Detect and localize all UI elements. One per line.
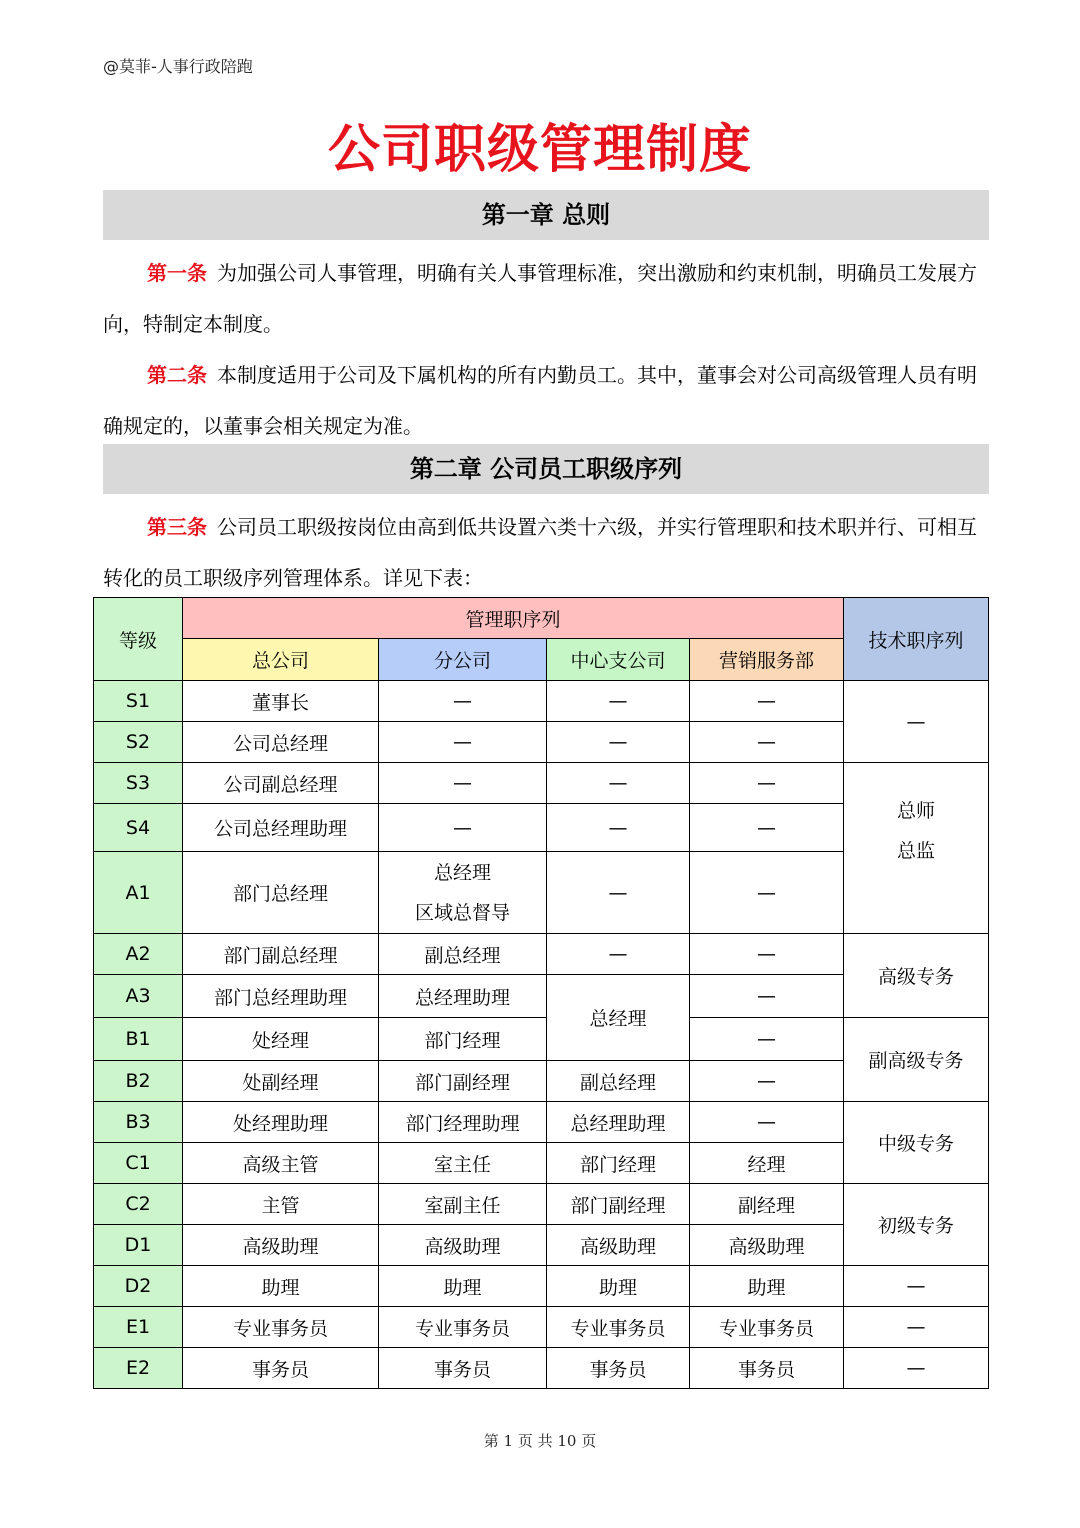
hq-cell: 处副经理: [183, 1061, 379, 1102]
hq-cell: 公司副总经理: [183, 763, 379, 804]
article-1: [103, 248, 987, 350]
dash-cell: —: [547, 763, 690, 804]
hq-cell: 部门总经理助理: [183, 975, 379, 1018]
chapter-2-heading: 第二章 公司员工职级序列: [103, 444, 989, 494]
hq-cell: 部门总经理: [183, 852, 379, 934]
tech-cell: —: [844, 1266, 989, 1307]
tech-cell: [844, 763, 989, 934]
dash-cell: —: [690, 852, 844, 934]
center-cell: 助理: [547, 1266, 690, 1307]
dash-cell: —: [690, 1061, 844, 1102]
dash-cell: —: [690, 681, 844, 722]
center-cell: 副总经理: [547, 1061, 690, 1102]
branch-cell: 部门经理助理: [379, 1102, 547, 1143]
article-2-label: 第二条: [147, 363, 207, 387]
hq-cell: 处经理: [183, 1018, 379, 1061]
grade-cell: A1: [94, 852, 183, 934]
grade-cell: S4: [94, 804, 183, 852]
dash-cell: —: [690, 1018, 844, 1061]
header-headquarters: 总公司: [183, 639, 379, 681]
header-grade: 等级: [94, 598, 183, 681]
hq-cell: 主管: [183, 1184, 379, 1225]
grade-cell: C2: [94, 1184, 183, 1225]
hq-cell: 董事长: [183, 681, 379, 722]
document-title: 公司职级管理制度: [327, 120, 752, 180]
dash-cell: —: [547, 804, 690, 852]
dash-cell: —: [379, 722, 547, 763]
center-cell: 部门经理: [547, 1143, 690, 1184]
branch-cell: 部门经理: [379, 1018, 547, 1061]
center-cell: 专业事务员: [547, 1307, 690, 1348]
branch-cell: 副总经理: [379, 934, 547, 975]
grade-cell: S2: [94, 722, 183, 763]
sales-cell: 经理: [690, 1143, 844, 1184]
grade-cell: D2: [94, 1266, 183, 1307]
tech-cell: —: [844, 1307, 989, 1348]
sales-cell: 高级助理: [690, 1225, 844, 1266]
hq-cell: 事务员: [183, 1348, 379, 1389]
branch-line: 区域总督导: [414, 901, 510, 924]
grade-cell: B3: [94, 1102, 183, 1143]
tech-cell: 副高级专务: [844, 1018, 989, 1102]
branch-cell: [379, 852, 547, 934]
hq-cell: 部门副总经理: [183, 934, 379, 975]
center-cell: 总经理: [547, 975, 690, 1061]
grade-cell: D1: [94, 1225, 183, 1266]
hq-cell: 公司总经理助理: [183, 804, 379, 852]
chapter-1-heading: 第一章 总则: [103, 190, 989, 240]
grade-cell: A3: [94, 975, 183, 1018]
branch-cell: 专业事务员: [379, 1307, 547, 1348]
grade-cell: S3: [94, 763, 183, 804]
article-2-text: 本制度适用于公司及下属机构的所有内勤员工。其中，董事会对公司高级管理人员有明确规定的，以董事会相关规定为准。: [103, 363, 977, 438]
branch-cell: 事务员: [379, 1348, 547, 1389]
hq-cell: 公司总经理: [183, 722, 379, 763]
watermark: @莫菲-人事行政陪跑: [103, 57, 253, 76]
tech-line: 总监: [897, 840, 936, 862]
grade-table: [93, 597, 989, 1389]
dash-cell: —: [690, 975, 844, 1018]
dash-cell: —: [690, 763, 844, 804]
tech-cell: —: [844, 1348, 989, 1389]
sales-cell: 助理: [690, 1266, 844, 1307]
grade-cell: B1: [94, 1018, 183, 1061]
header-branch: 分公司: [379, 639, 547, 681]
sales-cell: 专业事务员: [690, 1307, 844, 1348]
tech-line: 总师: [897, 800, 936, 822]
dash-cell: —: [690, 722, 844, 763]
branch-cell: 总经理助理: [379, 975, 547, 1018]
grade-cell: C1: [94, 1143, 183, 1184]
branch-cell: 助理: [379, 1266, 547, 1307]
dash-cell: —: [379, 763, 547, 804]
sales-cell: 副经理: [690, 1184, 844, 1225]
dash-cell: —: [547, 681, 690, 722]
grade-cell: A2: [94, 934, 183, 975]
dash-cell: —: [379, 804, 547, 852]
article-3-text: 公司员工职级按岗位由高到低共设置六类十六级，并实行管理职和技术职并行、可相互转化的员工职级序列管理体系。详见下表：: [103, 515, 977, 590]
article-3-label: 第三条: [147, 515, 207, 539]
article-1-label: 第一条: [147, 261, 207, 285]
grade-cell: E1: [94, 1307, 183, 1348]
branch-cell: 高级助理: [379, 1225, 547, 1266]
dash-cell: —: [690, 1102, 844, 1143]
center-cell: 部门副经理: [547, 1184, 690, 1225]
grade-cell: E2: [94, 1348, 183, 1389]
dash-cell: —: [690, 934, 844, 975]
tech-cell: —: [844, 681, 989, 763]
hq-cell: 专业事务员: [183, 1307, 379, 1348]
grade-cell: S1: [94, 681, 183, 722]
article-1-text: 为加强公司人事管理，明确有关人事管理标准，突出激励和约束机制，明确员工发展方向，特制定本制度。: [103, 261, 977, 336]
dash-cell: —: [379, 681, 547, 722]
dash-cell: —: [547, 852, 690, 934]
header-sales-dept: 营销服务部: [690, 639, 844, 681]
header-management-sequence: 管理职序列: [183, 598, 844, 639]
center-cell: 高级助理: [547, 1225, 690, 1266]
center-cell: 事务员: [547, 1348, 690, 1389]
tech-cell: 中级专务: [844, 1102, 989, 1184]
branch-line: 总经理: [433, 861, 491, 884]
hq-cell: 高级助理: [183, 1225, 379, 1266]
hq-cell: 助理: [183, 1266, 379, 1307]
page-footer: 第 1 页 共 10 页: [483, 1432, 597, 1450]
dash-cell: —: [547, 722, 690, 763]
branch-cell: 室主任: [379, 1143, 547, 1184]
hq-cell: 处经理助理: [183, 1102, 379, 1143]
dash-cell: —: [547, 934, 690, 975]
article-3: [103, 502, 987, 604]
dash-cell: —: [690, 804, 844, 852]
article-2: [103, 350, 987, 452]
header-technical-sequence: 技术职序列: [844, 598, 989, 681]
tech-cell: 高级专务: [844, 934, 989, 1018]
center-cell: 总经理助理: [547, 1102, 690, 1143]
tech-cell: 初级专务: [844, 1184, 989, 1266]
branch-cell: 室副主任: [379, 1184, 547, 1225]
hq-cell: 高级主管: [183, 1143, 379, 1184]
header-central-subbranch: 中心支公司: [547, 639, 690, 681]
grade-cell: B2: [94, 1061, 183, 1102]
branch-cell: 部门副经理: [379, 1061, 547, 1102]
sales-cell: 事务员: [690, 1348, 844, 1389]
